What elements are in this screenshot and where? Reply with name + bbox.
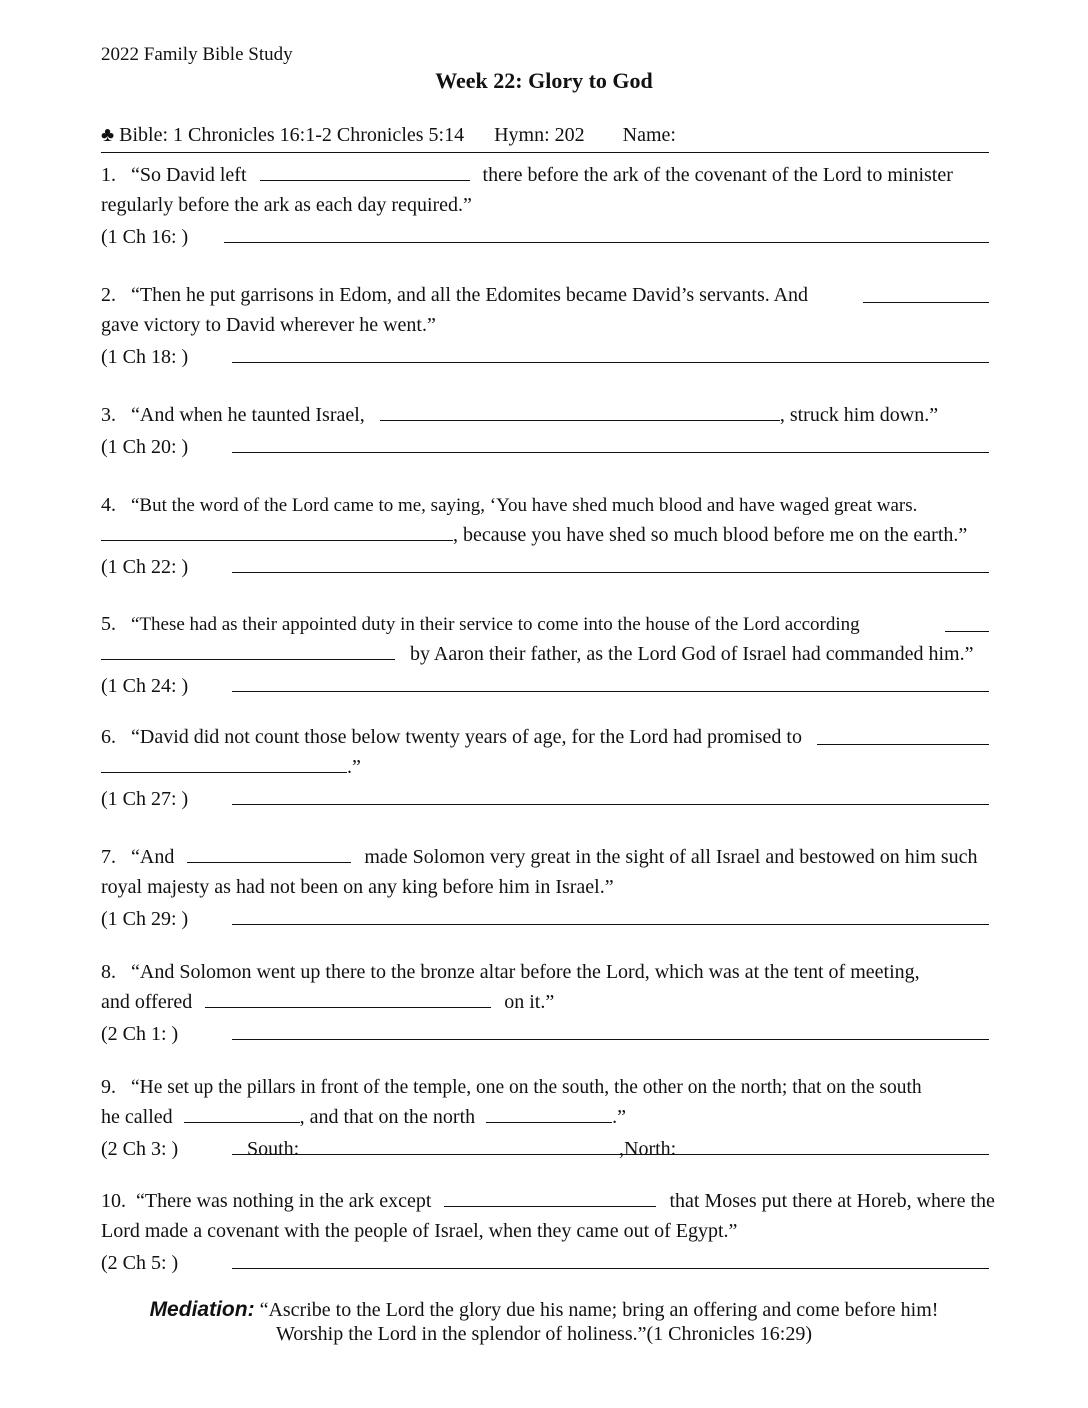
question-5: 5. “These had as their appointed duty in their service to come into the house of the Lord according by Aaron their father, as the Lord God of Israel had commanded him.” (1 Ch 24: ) — [101, 609, 989, 669]
reference: (2 Ch 1: ) — [101, 1023, 179, 1045]
answer-blank[interactable] — [817, 726, 989, 745]
name-label: Name: — [622, 124, 676, 146]
reference: (1 Ch 18: ) — [101, 346, 189, 368]
info-line — [101, 124, 676, 147]
reference-answer-line[interactable] — [232, 1268, 989, 1269]
reference: (1 Ch 29: ) — [101, 908, 189, 930]
reference: (1 Ch 27: ) — [101, 788, 189, 810]
question-number: 1. — [101, 164, 116, 186]
answer-blank-continued[interactable] — [101, 754, 347, 773]
question-6: 6. “David did not count those below twenty years of age, for the Lord had promised to .” (1 Ch 27: ) — [101, 722, 989, 782]
reference: (1 Ch 22: ) — [101, 556, 189, 578]
question-4: 4. “But the word of the Lord came to me, saying, ‘You have shed much blood and have waged great wars. , because you have shed so much blood before me on the earth.” (1 Ch 22: ) — [101, 490, 989, 550]
answer-blank[interactable] — [380, 402, 780, 421]
answer-blank[interactable] — [101, 522, 453, 541]
reference: (1 Ch 16: ) — [101, 226, 189, 248]
meditation-line-1: “Ascribe to the Lord the glory due his name; bring an offering and come before him! — [259, 1299, 939, 1321]
reference-answer-line[interactable] — [232, 1039, 989, 1040]
question-8: 8. “And Solomon went up there to the bronze altar before the Lord, which was at the tent of meeting, and offered on it.” (2 Ch 1: ) — [101, 957, 989, 1017]
reference-answer-line[interactable] — [232, 1154, 989, 1155]
south-label: South: — [247, 1138, 300, 1160]
reference-answer-line[interactable] — [232, 691, 989, 692]
club-suit-icon: ♣ — [101, 124, 115, 146]
reference: (2 Ch 5: ) — [101, 1252, 179, 1274]
question-9: 9. “He set up the pillars in front of the temple, one on the south, the other on the north; that on the south he called , and that on the north .” (2 Ch 3: ) South: ,North: — [101, 1072, 989, 1132]
answer-blank[interactable] — [260, 162, 470, 181]
north-label: ,North: — [619, 1138, 677, 1160]
reference-answer-line[interactable] — [232, 804, 989, 805]
meditation-label: Mediation — [149, 1298, 248, 1321]
question-1: 1. “So David left there before the ark of the covenant of the Lord to minister regularly before the ark as each day required.” (1 Ch 16: ) — [101, 160, 989, 220]
reference-answer-line[interactable] — [232, 452, 989, 453]
question-2: 2. “Then he put garrisons in Edom, and all the Edomites became David’s servants. And gave victory to David wherever he went.” (1 Ch 18: ) — [101, 280, 989, 340]
answer-blank[interactable] — [863, 284, 989, 303]
reference: (2 Ch 3: ) — [101, 1138, 179, 1160]
reference-answer-line[interactable] — [232, 362, 989, 363]
bible-reading: Bible: 1 Chronicles 16:1-2 Chronicles 5:14 — [119, 124, 465, 146]
question-7: 7. “And made Solomon very great in the sight of all Israel and bestowed on him such royal majesty as had not been on any king before him in Israel.” (1 Ch 29: ) — [101, 842, 989, 902]
reference-answer-line[interactable] — [232, 924, 989, 925]
south-pillar-blank[interactable] — [184, 1104, 300, 1123]
answer-blank[interactable] — [187, 844, 351, 863]
hymn-number: Hymn: 202 — [494, 124, 585, 146]
meditation-line-2: Worship the Lord in the splendor of holiness.”(1 Chronicles 16:29) — [275, 1323, 813, 1345]
question-3: 3. “And when he taunted Israel, , struck him down.” (1 Ch 20: ) — [101, 400, 989, 430]
study-header: 2022 Family Bible Study — [101, 44, 293, 65]
answer-blank-continued[interactable] — [101, 641, 395, 660]
answer-blank[interactable] — [205, 989, 491, 1008]
answer-blank[interactable] — [444, 1188, 656, 1207]
reference: (1 Ch 20: ) — [101, 436, 189, 458]
page-title: Week 22: Glory to God — [435, 68, 653, 93]
name-field[interactable] — [715, 152, 989, 153]
reference: (1 Ch 24: ) — [101, 675, 189, 697]
question-10: 10. “There was nothing in the ark except that Moses put there at Horeb, where the Lord made a covenant with the people of Israel, when they came out of Egypt.” (2 Ch 5: ) — [101, 1186, 989, 1246]
reference-answer-line[interactable] — [224, 242, 989, 243]
answer-blank[interactable] — [945, 613, 989, 632]
meditation: Mediation: “Ascribe to the Lord the glory due his name; bring an offering and come before him! Worship the Lord in the splendor of holiness.”(1 Chronicles 16:29) — [149, 1298, 939, 1345]
reference-answer-line[interactable] — [232, 572, 989, 573]
north-pillar-blank[interactable] — [486, 1104, 612, 1123]
